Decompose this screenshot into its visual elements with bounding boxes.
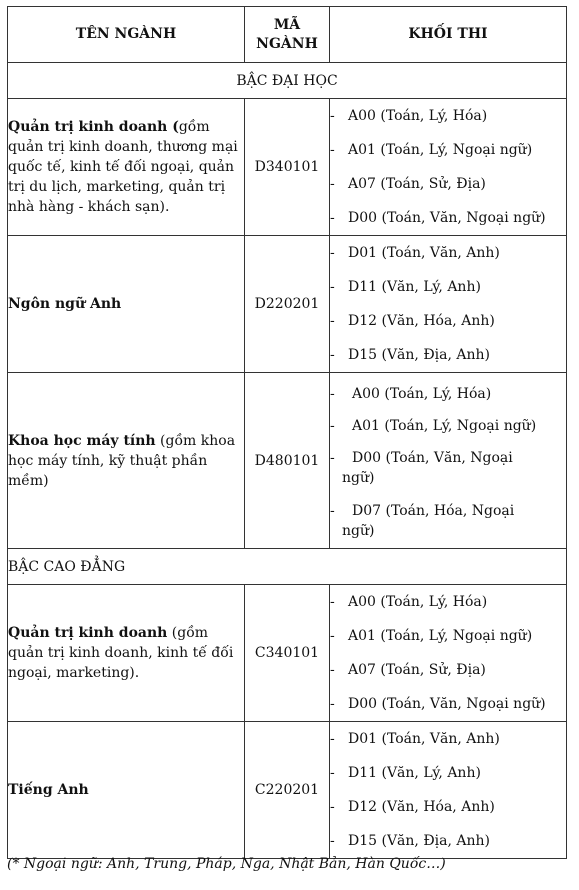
list-item: - A07 (Toán, Sử, Địa) bbox=[330, 176, 486, 192]
list-item: - D11 (Văn, Lý, Anh) bbox=[330, 765, 481, 781]
exam-block-list bbox=[330, 376, 566, 546]
exam-block-list bbox=[330, 99, 566, 235]
table-row bbox=[8, 722, 567, 859]
list-item: - D12 (Văn, Hóa, Anh) bbox=[330, 313, 495, 329]
header-exam-blocks: KHỐI THI bbox=[330, 7, 567, 63]
section-title-university: BẬC ĐẠI HỌC bbox=[8, 63, 567, 99]
exam-block-list bbox=[330, 585, 566, 721]
list-item: - D01 (Toán, Văn, Anh) bbox=[330, 245, 500, 261]
major-name-bold: Quản trị kinh doanh bbox=[8, 625, 168, 641]
list-item: - D11 (Văn, Lý, Anh) bbox=[330, 279, 481, 295]
major-name-cell bbox=[8, 373, 245, 549]
major-name-cell bbox=[8, 722, 245, 859]
major-code: D480101 bbox=[245, 373, 330, 549]
major-code: D340101 bbox=[245, 99, 330, 236]
major-name-bold: Ngôn ngữ Anh bbox=[8, 296, 122, 312]
list-item: - A01 (Toán, Lý, Ngoại ngữ) bbox=[330, 628, 533, 644]
majors-table bbox=[7, 6, 567, 859]
major-name-detail: (gồm khoa học máy tính, kỹ thuật phần mềm) bbox=[8, 432, 236, 489]
exam-blocks-cell bbox=[330, 99, 567, 236]
table-row bbox=[8, 585, 567, 722]
major-name-cell bbox=[8, 236, 245, 373]
section-row bbox=[8, 549, 567, 585]
table-row bbox=[8, 99, 567, 236]
table-header-row bbox=[8, 7, 567, 63]
list-item: - A01 (Toán, Lý, Ngoại ngữ) bbox=[330, 142, 533, 158]
major-name-bold: Tiếng Anh bbox=[8, 782, 89, 798]
major-name-cell bbox=[8, 585, 245, 722]
exam-block-list bbox=[330, 236, 566, 372]
list-item: - A00 (Toán, Lý, Hóa) bbox=[330, 385, 492, 402]
major-code: C220201 bbox=[245, 722, 330, 859]
exam-blocks-cell bbox=[330, 373, 567, 549]
table-row bbox=[8, 236, 567, 373]
list-item: - D01 (Toán, Văn, Anh) bbox=[330, 731, 500, 747]
major-code: D220201 bbox=[245, 236, 330, 373]
list-item: - D00 (Toán, Văn, Ngoại ngữ) bbox=[330, 210, 546, 226]
list-item: - D00 (Toán, Văn, Ngoại ngữ) bbox=[330, 449, 513, 486]
table-row bbox=[8, 373, 567, 549]
list-item: - D15 (Văn, Địa, Anh) bbox=[330, 833, 490, 849]
footnote: (* Ngoại ngữ: Anh, Trung, Pháp, Nga, Nhật Bản, Hàn Quốc…) bbox=[7, 856, 446, 872]
exam-blocks-cell bbox=[330, 722, 567, 859]
list-item: - D00 (Toán, Văn, Ngoại ngữ) bbox=[330, 696, 546, 712]
list-item: - D07 (Toán, Hóa, Ngoại ngữ) bbox=[330, 502, 515, 539]
major-name-bold: Khoa học máy tính bbox=[8, 432, 156, 449]
header-code-line2: NGÀNH bbox=[256, 35, 318, 52]
exam-blocks-cell bbox=[330, 585, 567, 722]
major-name-detail: (gồm quản trị kinh doanh, kinh tế đối ngoại, marketing). bbox=[8, 625, 234, 681]
exam-blocks-cell bbox=[330, 236, 567, 373]
list-item: - D12 (Văn, Hóa, Anh) bbox=[330, 799, 495, 815]
list-item: - A01 (Toán, Lý, Ngoại ngữ) bbox=[330, 417, 537, 434]
header-major-name: TÊN NGÀNH bbox=[8, 7, 245, 63]
list-item: - A00 (Toán, Lý, Hóa) bbox=[330, 594, 488, 610]
major-name-cell bbox=[8, 99, 245, 236]
header-code-line1: MÃ bbox=[273, 16, 301, 33]
list-item: - A07 (Toán, Sử, Địa) bbox=[330, 662, 486, 678]
exam-block-list bbox=[330, 722, 566, 858]
section-row bbox=[8, 63, 567, 99]
header-major-code bbox=[245, 7, 330, 63]
major-name-detail: gồm quản trị kinh doanh, thương mại quốc tế, kinh tế đối ngoại, quản trị du lịch, marketing, quản trị nhà hàng - khách sạn). bbox=[8, 119, 238, 215]
section-title-college: BẬC CAO ĐẲNG bbox=[8, 549, 567, 585]
major-name-bold: Quản trị kinh doanh ( bbox=[8, 119, 179, 135]
list-item: - A00 (Toán, Lý, Hóa) bbox=[330, 108, 488, 124]
major-code: C340101 bbox=[245, 585, 330, 722]
list-item: - D15 (Văn, Địa, Anh) bbox=[330, 347, 490, 363]
